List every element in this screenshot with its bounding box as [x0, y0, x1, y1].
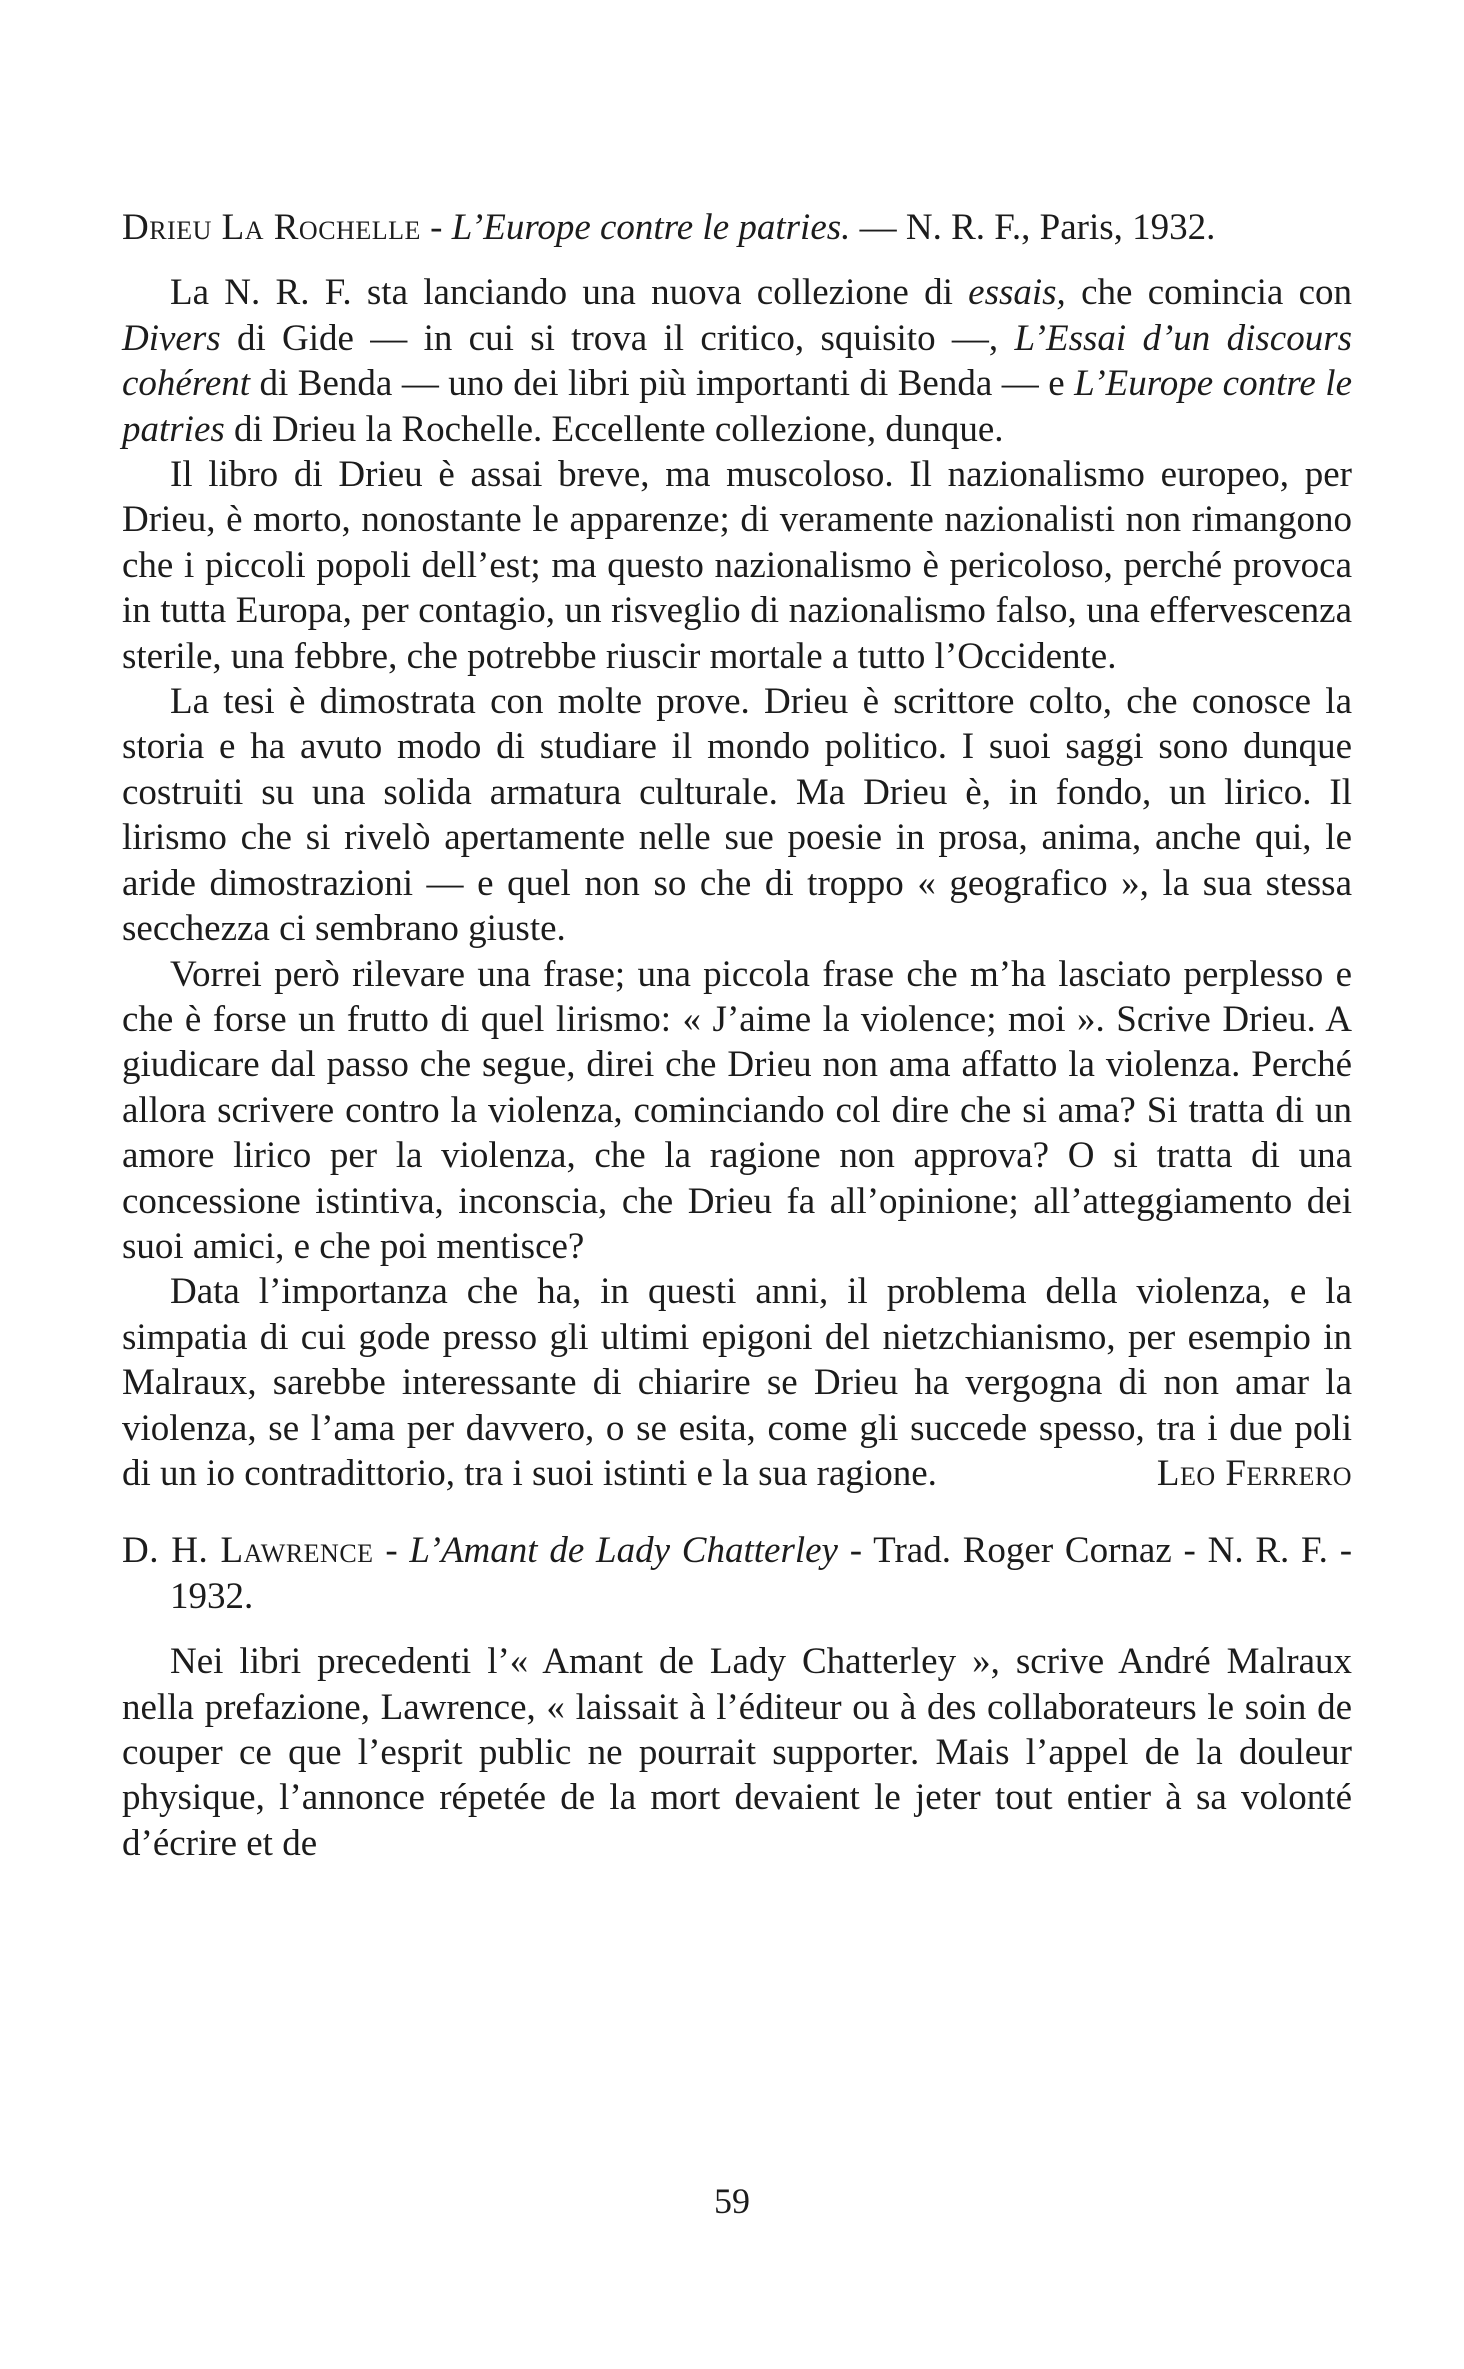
entry-publication: — N. R. F., Paris, 1932. — [850, 207, 1216, 248]
paragraph — [122, 1269, 1352, 1496]
italic-run: Divers — [122, 317, 221, 359]
italic-run: L’Essai d’un discours cohérent — [122, 317, 1352, 405]
paragraph: Nei libri precedenti l’« Amant de Lady Chatterley », scrive André Malraux nella prefazione, Lawrence, « laissait à l’éditeur ou à des collaborateurs le soin de couper ce que l’esprit public ne pourrait supporter. Mais l’appel de la douleur physique, l’annonce répetée de la mort devaient le jeter tout entier à sa volonté d’écrire et de — [122, 1641, 1352, 1864]
text-run: che comincia con — [1065, 272, 1352, 314]
entry-publication: - Trad. Roger Cornaz - N. R. F. - 1932. — [170, 1530, 1353, 1617]
paragraph — [122, 270, 1352, 452]
page-number: 59 — [714, 2181, 750, 2221]
paragraph: Il libro di Drieu è assai breve, ma muscoloso. Il nazionalismo europeo, per Drieu, è morto, nonostante le apparenze; di veramente nazionalisti non rimangono che i piccoli popoli dell’est; ma questo nazionalismo è pericoloso, perché provoca in tutta Europa, per contagio, un risveglio di nazionalismo falso, una effervescenza sterile, una febbre, che potrebbe riuscir mortale a tutto l’Occidente. — [122, 454, 1352, 677]
text-run: di Benda — uno dei libri più importanti di Benda — e — [250, 363, 1075, 405]
entry-title: L’Amant de Lady Chatterley — [409, 1530, 838, 1572]
text-run: di Gide — in cui si trova il critico, squisito —, — [220, 317, 1015, 359]
paragraph: Vorrei però rilevare una frase; una piccola frase che m’ha lasciato perplesso e che è forse un frutto di quel lirismo: « J’aime la violence; moi ». Scrive Drieu. A giudicare dal passo che segue, direi che Drieu non ama affatto la violenza. Perché allora scrivere contro la violenza, cominciando col dire che si ama? Si tratta di un amore lirico per la violenza, che la ragione non approva? O si tratta di una concessione istintiva, inconscia, che Drieu fa all’opinione; all’atteggiamento dei suoi amici, e che poi mentisce? — [122, 953, 1352, 1267]
text-run: di Drieu la Rochelle. Eccellente collezione, dunque. — [224, 408, 1004, 450]
italic-run: L’Europe contre le patries — [122, 363, 1352, 450]
entry-title: L’Europe contre le patries. — [451, 207, 851, 248]
entry-heading — [122, 1528, 1352, 1619]
entry-separator: - — [373, 1530, 410, 1572]
page-body — [122, 205, 1352, 1866]
entry-author: Drieu La Rochelle — [122, 207, 421, 248]
italic-run: essais, — [968, 272, 1066, 314]
entry-heading — [122, 205, 1352, 250]
text-run: Data l’importanza che ha, in questi anni, il problema della violenza, e la simpatia di cui gode presso gli ultimi epigoni del nietzchianismo, per esempio in Malraux, sarebbe interessante di chiarire se Drieu ha vergogna di non amar la violenza, se l’ama per davvero, o se esita, come gli succede spesso, tra i due poli di un io contradittorio, tra i suoi istinti e la sua ragione. — [122, 1271, 1352, 1494]
paragraph: La tesi è dimostrata con molte prove. Drieu è scrittore colto, che conosce la storia e ha avuto modo di studiare il mondo politico. I suoi saggi sono dunque costruiti su una solida armatura culturale. Ma Drieu è, in fondo, un lirico. Il lirismo che si rivelò apertamente nelle sue poesie in prosa, anima, anche qui, le aride dimostrazioni — e quel non so che di troppo « geografico », la sua stessa secchezza ci sembrano giuste. — [122, 681, 1352, 950]
entry-separator: - — [420, 207, 452, 248]
review-signature: Leo Ferrero — [1156, 1452, 1352, 1494]
text-run: La N. R. F. sta lanciando una nuova collezione di — [170, 272, 969, 314]
entry-author: D. H. Lawrence — [122, 1530, 374, 1572]
